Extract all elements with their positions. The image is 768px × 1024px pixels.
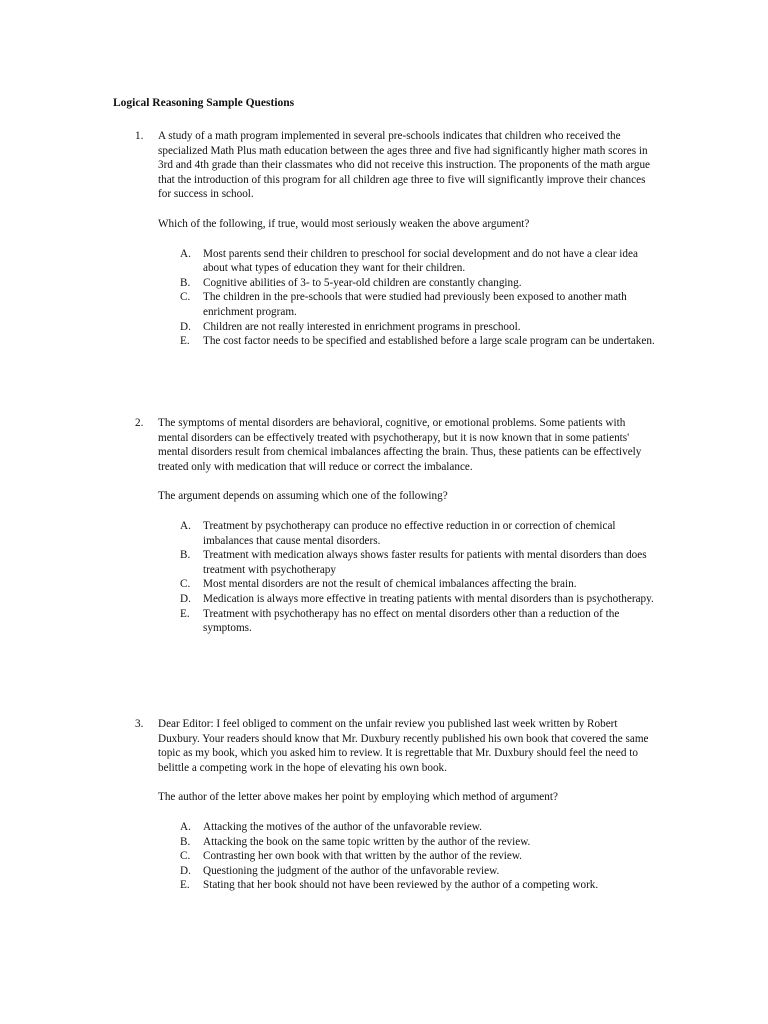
option-text: Treatment by psychotherapy can produce no effective reduction in or correction of chemical imbalances that cause mental disorders. [203, 519, 616, 547]
option-letter: B. [180, 549, 191, 562]
option-a [158, 247, 658, 276]
option-text: Most parents send their children to preschool for social development and do not have a clear idea about what types of education they want for their children. [203, 247, 638, 275]
question-number: 2. [135, 417, 144, 429]
option-text: Most mental disorders are not the result of chemical imbalances affecting the brain. [203, 578, 577, 591]
option-b [158, 276, 658, 291]
option-letter: E. [180, 607, 190, 620]
question-number: 1. [135, 130, 144, 142]
question-prompt: The argument depends on assuming which one of the following? [158, 490, 448, 503]
option-d [158, 864, 658, 879]
option-letter: D. [180, 864, 191, 877]
option-text: Cognitive abilities of 3- to 5-year-old children are constantly changing. [203, 276, 522, 289]
answer-options [158, 820, 658, 893]
option-letter: E. [180, 879, 190, 892]
option-d [158, 592, 658, 607]
option-text: The cost factor needs to be specified and established before a large scale program can be undertaken. [203, 335, 655, 348]
option-b [158, 548, 658, 577]
option-e [158, 607, 658, 636]
option-text: Contrasting her own book with that written by the author of the review. [203, 850, 522, 863]
option-a [158, 519, 658, 548]
page-title: Logical Reasoning Sample Questions [113, 97, 295, 109]
option-text: Attacking the motives of the author of the unfavorable review. [203, 820, 482, 833]
question-prompt: Which of the following, if true, would most seriously weaken the above argument? [158, 217, 530, 230]
question-number: 3. [135, 718, 144, 730]
answer-options [158, 247, 658, 349]
question-stem: Dear Editor: I feel obliged to comment on the unfair review you published last week written by Robert Duxbury. Your readers should know that Mr. Duxbury recently published his own book that covered the same topic as my book, which you asked him to review. It is regrettable that Mr. Duxbury should feel the need to belittle a competing work in the hope of elevating his own book. [158, 718, 649, 774]
option-text: Medication is always more effective in treating patients with mental disorders than is psychotherapy. [203, 592, 654, 605]
option-text: Treatment with psychotherapy has no effect on mental disorders other than a reduction of the symptoms. [203, 607, 620, 635]
option-e [158, 334, 658, 349]
option-letter: D. [180, 592, 191, 605]
option-b [158, 835, 658, 850]
option-c [158, 849, 658, 864]
option-c [158, 577, 658, 592]
question-stem: The symptoms of mental disorders are behavioral, cognitive, or emotional problems. Some patients with mental disorders can be effectively treated with psychotherapy, but it is now known that in some patients' mental disorders result from chemical imbalances affecting the brain. Thus, these patients can be effectively treated only with medication that will reduce or correct the imbalance. [158, 417, 642, 473]
option-letter: C. [180, 850, 191, 863]
option-e [158, 878, 658, 893]
option-letter: A. [180, 519, 191, 532]
option-text: The children in the pre-schools that were studied had previously been exposed to another math enrichment program. [203, 291, 627, 318]
option-letter: E. [180, 335, 190, 348]
option-a [158, 820, 658, 835]
option-text: Stating that her book should not have been reviewed by the author of a competing work. [203, 879, 599, 892]
option-letter: B. [180, 835, 191, 848]
option-letter: D. [180, 320, 191, 333]
option-letter: A. [180, 820, 191, 833]
option-letter: B. [180, 276, 191, 289]
option-text: Treatment with medication always shows faster results for patients with mental disorders than does treatment with psychotherapy [203, 549, 647, 576]
option-text: Attacking the book on the same topic written by the author of the review. [203, 835, 531, 848]
option-letter: C. [180, 291, 191, 304]
answer-options [158, 519, 658, 636]
option-c [158, 290, 658, 319]
option-text: Questioning the judgment of the author of the unfavorable review. [203, 864, 500, 877]
option-letter: A. [180, 247, 191, 260]
option-text: Children are not really interested in enrichment programs in preschool. [203, 320, 521, 333]
question-prompt: The author of the letter above makes her point by employing which method of argument? [158, 791, 558, 804]
option-letter: C. [180, 578, 191, 591]
question-stem: A study of a math program implemented in several pre-schools indicates that children who received the specialized Math Plus math education between the ages three and five had significantly higher math scores in 3rd and 4th grade than their classmates who did not receive this instruction. The proponents of the math argue that the introduction of this program for all children age three to five will significantly improve their chances for success in school. [158, 130, 651, 201]
option-d [158, 320, 658, 335]
